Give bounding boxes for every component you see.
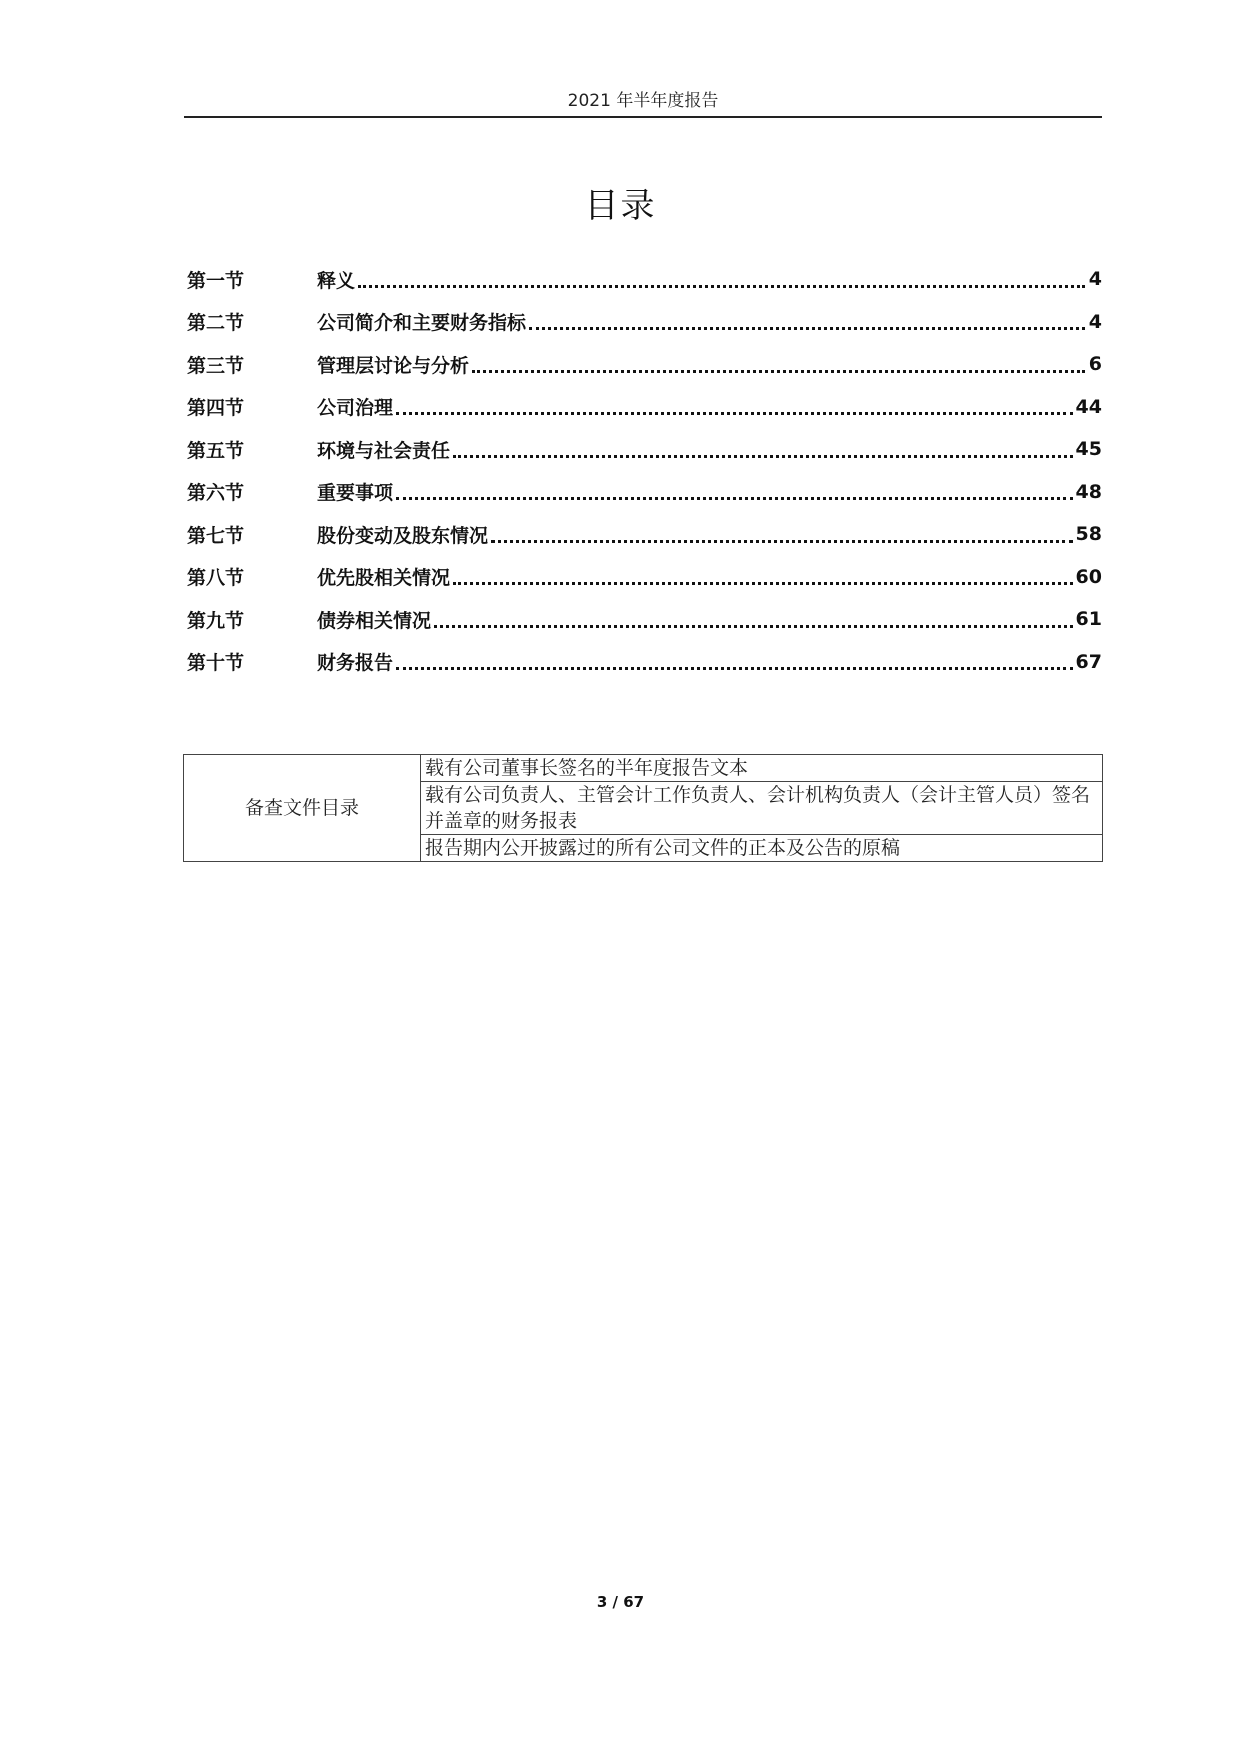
toc-leader-dots — [396, 497, 1073, 500]
toc-entry[interactable] — [187, 513, 1102, 556]
toc-page-number: 44 — [1075, 395, 1102, 418]
toc-entry[interactable] — [187, 471, 1102, 514]
toc-section-title: 财务报告 — [317, 652, 394, 675]
toc-section-title: 公司简介和主要财务指标 — [317, 312, 527, 335]
table-row — [184, 755, 1103, 782]
toc-leader-dots — [358, 285, 1085, 288]
toc-section-title: 释义 — [317, 269, 356, 292]
toc-page-number: 6 — [1088, 353, 1102, 376]
toc-section-number: 第四节 — [187, 397, 245, 420]
toc-page-number: 45 — [1075, 438, 1102, 461]
toc-leader-dots — [396, 412, 1073, 415]
toc-leader-dots — [396, 667, 1073, 670]
reference-documents-label: 备查文件目录 — [184, 755, 421, 862]
toc-leader-dots — [529, 327, 1085, 330]
toc-section-title: 重要事项 — [317, 482, 394, 505]
toc-leader-dots — [453, 582, 1073, 585]
toc-page-number: 58 — [1075, 523, 1102, 546]
toc-section-title: 股份变动及股东情况 — [317, 524, 489, 547]
toc-page-number: 4 — [1088, 268, 1102, 291]
reference-document-item: 报告期内公开披露过的所有公司文件的正本及公告的原稿 — [421, 835, 1103, 862]
reference-document-item: 载有公司董事长签名的半年度报告文本 — [421, 755, 1103, 782]
toc-page-number: 61 — [1075, 608, 1102, 631]
toc-entry[interactable] — [187, 556, 1102, 599]
reference-document-item: 载有公司负责人、主管会计工作负责人、会计机构负责人（会计主管人员）签名并盖章的财务报表 — [421, 782, 1103, 835]
page-header: 2021 年半年度报告 — [184, 86, 1102, 118]
table-of-contents — [187, 258, 1102, 683]
toc-entry[interactable] — [187, 428, 1102, 471]
toc-section-title: 管理层讨论与分析 — [317, 354, 470, 377]
toc-section-title: 公司治理 — [317, 397, 394, 420]
toc-page-number: 60 — [1075, 565, 1102, 588]
toc-section-number: 第八节 — [187, 567, 245, 590]
reference-documents-table — [183, 754, 1103, 862]
toc-entry[interactable] — [187, 301, 1102, 344]
toc-section-number: 第二节 — [187, 312, 245, 335]
toc-section-number: 第九节 — [187, 609, 245, 632]
toc-entry[interactable] — [187, 343, 1102, 386]
toc-section-number: 第十节 — [187, 652, 245, 675]
toc-entry[interactable] — [187, 386, 1102, 429]
toc-section-title: 环境与社会责任 — [317, 439, 451, 462]
toc-leader-dots — [453, 455, 1073, 458]
toc-section-title: 债券相关情况 — [317, 609, 432, 632]
toc-section-title: 优先股相关情况 — [317, 567, 451, 590]
page-title: 目录 — [584, 186, 657, 226]
toc-entry[interactable] — [187, 641, 1102, 684]
toc-section-number: 第五节 — [187, 439, 245, 462]
toc-page-number: 67 — [1075, 650, 1102, 673]
toc-section-number: 第三节 — [187, 354, 245, 377]
page-number-footer: 3 / 67 — [596, 1593, 645, 1611]
toc-leader-dots — [491, 540, 1073, 543]
toc-page-number: 48 — [1075, 480, 1102, 503]
toc-entry[interactable] — [187, 598, 1102, 641]
toc-entry[interactable] — [187, 258, 1102, 301]
toc-leader-dots — [472, 370, 1085, 373]
toc-leader-dots — [434, 625, 1073, 628]
toc-section-number: 第七节 — [187, 524, 245, 547]
toc-section-number: 第一节 — [187, 269, 245, 292]
toc-page-number: 4 — [1088, 310, 1102, 333]
toc-section-number: 第六节 — [187, 482, 245, 505]
